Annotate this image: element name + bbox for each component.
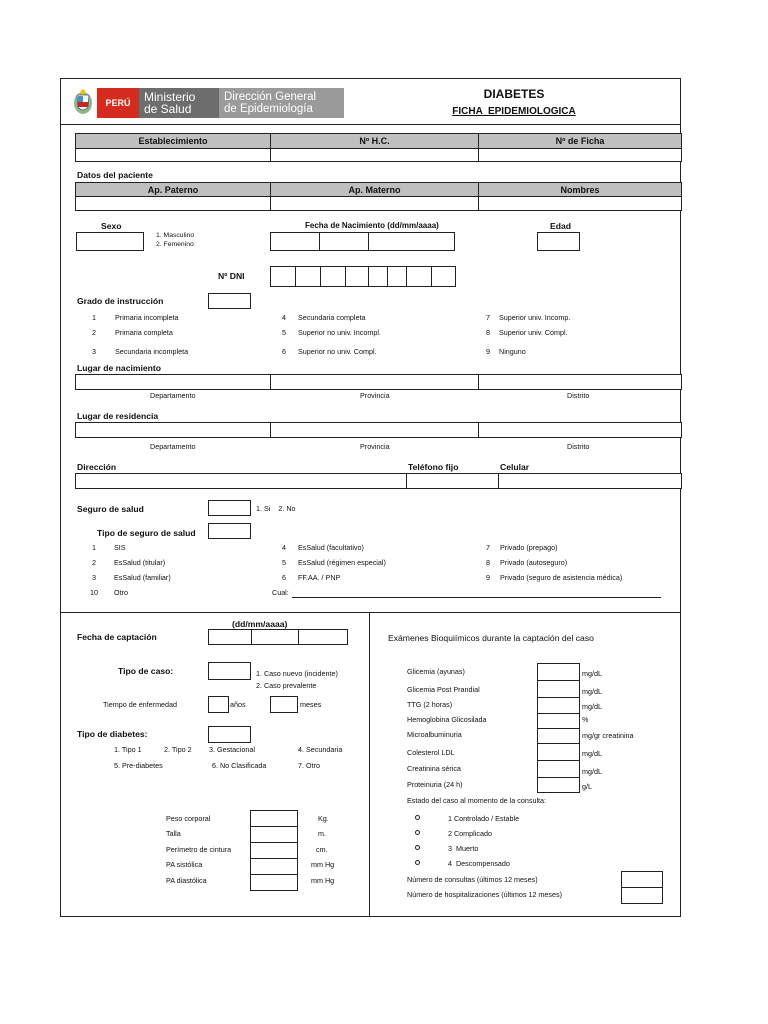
measure-label: PA diastólica bbox=[166, 876, 207, 885]
lab-test-unit: mg/dL bbox=[582, 669, 602, 678]
measure-field[interactable] bbox=[250, 842, 298, 859]
case-option-new: 1. Caso nuevo (incidente) bbox=[256, 669, 338, 678]
education-option: Primaria incompleta bbox=[115, 313, 179, 322]
case-state-option: 2 Complicado bbox=[448, 829, 492, 838]
education-option: Secundaria incompleta bbox=[115, 347, 189, 356]
sex-field[interactable] bbox=[76, 232, 144, 251]
lab-test-label: Creatinina sérica bbox=[407, 764, 461, 773]
cellphone-field[interactable] bbox=[498, 473, 682, 489]
direction-line-2: de Epidemiología bbox=[224, 103, 313, 115]
illness-years-label: años bbox=[230, 700, 246, 709]
illness-years-field[interactable] bbox=[208, 696, 229, 713]
cellphone-label: Celular bbox=[500, 462, 530, 472]
insurance-option: SIS bbox=[114, 543, 126, 552]
capture-day-field[interactable] bbox=[208, 629, 252, 645]
diabetes-option: 6. No Clasificada bbox=[212, 761, 267, 770]
insurance-num: 8 bbox=[486, 558, 490, 567]
sex-option-female: 2. Femenino bbox=[156, 241, 194, 248]
insurance-option: Privado (seguro de asistencia médica) bbox=[500, 573, 623, 582]
measure-field[interactable] bbox=[250, 826, 298, 843]
diabetes-type-field[interactable] bbox=[208, 726, 251, 743]
lab-test-unit: mg/dL bbox=[582, 702, 602, 711]
ficha-field[interactable] bbox=[478, 148, 682, 162]
diabetes-option: 3. Gestacional bbox=[209, 745, 255, 754]
birthplace-label: Lugar de nacimiento bbox=[77, 363, 162, 373]
case-type-field[interactable] bbox=[208, 662, 251, 680]
insurance-option: Otro bbox=[114, 588, 128, 597]
education-num: 9 bbox=[486, 347, 490, 356]
nombres-field[interactable] bbox=[478, 196, 682, 211]
insurance-type-label: Tipo de seguro de salud bbox=[97, 528, 196, 538]
lab-test-label: Proteinuria (24 h) bbox=[407, 780, 463, 789]
lab-test-unit: g/L bbox=[582, 782, 592, 791]
birth-department-field[interactable] bbox=[75, 374, 271, 390]
hc-field[interactable] bbox=[270, 148, 479, 162]
direction-block bbox=[219, 88, 344, 118]
dni-digit-5[interactable] bbox=[368, 266, 388, 287]
hospitalizations-field[interactable] bbox=[621, 887, 663, 904]
illness-months-field[interactable] bbox=[270, 696, 298, 713]
column-divider bbox=[369, 612, 370, 917]
diabetes-option: 7. Otro bbox=[298, 761, 320, 770]
education-num: 4 bbox=[282, 313, 286, 322]
insurance-option: EsSalud (facultativo) bbox=[298, 543, 364, 552]
lab-test-label: Colesterol LDL bbox=[407, 748, 455, 757]
lab-test-field[interactable] bbox=[537, 680, 580, 698]
case-state-option: 4 Descompensado bbox=[448, 859, 510, 868]
sex-label: Sexo bbox=[101, 221, 122, 231]
dni-digit-6[interactable] bbox=[387, 266, 407, 287]
dni-digit-8[interactable] bbox=[431, 266, 456, 287]
insurance-other-line[interactable] bbox=[292, 597, 661, 598]
residence-department-field[interactable] bbox=[75, 422, 271, 438]
education-num: 5 bbox=[282, 328, 286, 337]
insurance-num: 4 bbox=[282, 543, 286, 552]
case-state-radio[interactable] bbox=[415, 845, 420, 850]
case-state-option: 1 Controlado / Estable bbox=[448, 814, 520, 823]
case-state-radio[interactable] bbox=[415, 815, 420, 820]
measure-label: Peso corporal bbox=[166, 814, 211, 823]
residence-province-caption: Provincia bbox=[360, 442, 390, 451]
hc-header: Nº H.C. bbox=[270, 133, 479, 149]
lab-test-unit: mg/dL bbox=[582, 687, 602, 696]
birth-date-label: Fecha de Nacimiento (dd/mm/aaaa) bbox=[305, 221, 439, 230]
measure-field[interactable] bbox=[250, 858, 298, 875]
education-field[interactable] bbox=[208, 293, 251, 309]
consults-field[interactable] bbox=[621, 871, 663, 888]
labs-title: Exámenes Bioquiímicos durante la captación del caso bbox=[388, 633, 594, 643]
address-label: Dirección bbox=[77, 462, 117, 472]
section-divider bbox=[60, 612, 681, 613]
education-option: Superior no univ. Compl. bbox=[298, 347, 377, 356]
insurance-num: 10 bbox=[90, 588, 98, 597]
measure-unit: cm. bbox=[316, 845, 328, 854]
birth-month-field[interactable] bbox=[319, 232, 369, 251]
education-option: Primaria completa bbox=[115, 328, 173, 337]
diabetes-option: 5. Pre-diabetes bbox=[114, 761, 163, 770]
measure-label: Perímetro de cintura bbox=[166, 845, 232, 854]
insurance-label: Seguro de salud bbox=[77, 504, 144, 514]
insurance-option: EsSalud (titular) bbox=[114, 558, 166, 567]
insurance-option: Privado (prepago) bbox=[500, 543, 558, 552]
age-label: Edad bbox=[550, 221, 572, 231]
measure-field[interactable] bbox=[250, 810, 298, 827]
insurance-num: 9 bbox=[486, 573, 490, 582]
capture-month-field[interactable] bbox=[251, 629, 299, 645]
lab-test-label: Glicemia (ayunas) bbox=[407, 667, 465, 676]
case-state-label: Estado del caso al momento de la consulta: bbox=[407, 796, 547, 805]
insurance-num: 6 bbox=[282, 573, 286, 582]
phone-field[interactable] bbox=[406, 473, 499, 489]
phone-label: Teléfono fijo bbox=[408, 462, 459, 472]
insurance-option: Privado (autoseguro) bbox=[500, 558, 568, 567]
consults-label: Número de consultas (últimos 12 meses) bbox=[407, 875, 538, 884]
case-type-label: Tipo de caso: bbox=[118, 666, 174, 676]
birth-district-field[interactable] bbox=[478, 374, 682, 390]
form-subtitle: FICHA EPIDEMIOLOGICA bbox=[452, 106, 576, 117]
case-state-radio[interactable] bbox=[415, 830, 420, 835]
residence-district-field[interactable] bbox=[478, 422, 682, 438]
hospitalizations-label: Número de hospitalizaciones (últimos 12 meses) bbox=[407, 890, 562, 899]
insurance-option: FF.AA. / PNP bbox=[298, 573, 341, 582]
dni-digit-7[interactable] bbox=[406, 266, 432, 287]
measure-label: PA sistólica bbox=[166, 860, 203, 869]
ministry-line-1: Ministerio bbox=[144, 90, 196, 104]
insurance-field[interactable] bbox=[208, 500, 251, 516]
ficha-header: Nº de Ficha bbox=[478, 133, 682, 149]
measure-unit: mm Hg bbox=[311, 876, 335, 885]
residence-label: Lugar de residencia bbox=[77, 411, 159, 421]
ap-paterno-header: Ap. Paterno bbox=[75, 182, 271, 197]
lab-test-field[interactable] bbox=[537, 697, 580, 714]
lab-test-label: TTG (2 horas) bbox=[407, 700, 453, 709]
capture-date-label: Fecha de captación bbox=[77, 632, 157, 642]
lab-test-field[interactable] bbox=[537, 777, 580, 793]
education-option: Secundaria completa bbox=[298, 313, 366, 322]
lab-test-label: Glicemia Post Prandial bbox=[407, 685, 480, 694]
insurance-yes-no: 1. Si 2. No bbox=[256, 504, 296, 513]
residence-district-caption: Distrito bbox=[567, 442, 590, 451]
birth-year-field[interactable] bbox=[368, 232, 455, 251]
lab-test-label: Hemoglobina Glicosilada bbox=[407, 715, 487, 724]
ministry-block bbox=[139, 88, 219, 118]
lab-test-unit: % bbox=[582, 715, 589, 724]
insurance-option: EsSalud (régimen especial) bbox=[298, 558, 386, 567]
birth-province-field[interactable] bbox=[270, 374, 479, 390]
establishment-field[interactable] bbox=[75, 148, 271, 162]
insurance-num: 3 bbox=[92, 573, 96, 582]
diabetes-option: 4. Secundaria bbox=[298, 745, 343, 754]
peru-coat-of-arms-icon bbox=[72, 87, 94, 117]
insurance-num: 1 bbox=[92, 543, 96, 552]
education-num: 7 bbox=[486, 313, 490, 322]
education-num: 8 bbox=[486, 328, 490, 337]
illness-time-label: Tiempo de enfermedad bbox=[103, 700, 178, 709]
patient-section-label: Datos del paciente bbox=[77, 170, 153, 180]
case-state-radio[interactable] bbox=[415, 860, 420, 865]
insurance-type-field[interactable] bbox=[208, 523, 251, 539]
residence-province-field[interactable] bbox=[270, 422, 479, 438]
capture-date-format: (dd/mm/aaaa) bbox=[232, 619, 288, 629]
education-num: 1 bbox=[92, 313, 96, 322]
lab-test-unit: mg/gr creatinina bbox=[582, 731, 634, 740]
diabetes-option: 2. Tipo 2 bbox=[164, 745, 192, 754]
measure-unit: mm Hg bbox=[311, 860, 335, 869]
education-label: Grado de instrucción bbox=[77, 296, 164, 306]
illness-months-label: meses bbox=[300, 700, 322, 709]
lab-test-field[interactable] bbox=[537, 743, 580, 761]
lab-test-field[interactable] bbox=[537, 728, 580, 744]
ap-paterno-field[interactable] bbox=[75, 196, 271, 211]
education-option: Superior univ. Compl. bbox=[499, 328, 568, 337]
dni-digit-1[interactable] bbox=[270, 266, 296, 287]
direction-line-1: Dirección General bbox=[224, 91, 317, 103]
age-field[interactable] bbox=[537, 232, 580, 251]
case-state-option: 3 Muerto bbox=[448, 844, 479, 853]
education-option: Superior no univ. Incompl. bbox=[298, 328, 381, 337]
nombres-header: Nombres bbox=[478, 182, 682, 197]
diabetes-type-label: Tipo de diabetes: bbox=[77, 729, 148, 739]
case-option-prevalent: 2. Caso prevalente bbox=[256, 681, 317, 690]
measure-field[interactable] bbox=[250, 874, 298, 891]
address-field[interactable] bbox=[75, 473, 407, 489]
education-num: 2 bbox=[92, 328, 96, 337]
diabetes-option: 1. Tipo 1 bbox=[114, 745, 142, 754]
dni-digit-2[interactable] bbox=[295, 266, 321, 287]
establishment-header: Establecimiento bbox=[75, 133, 271, 149]
birth-district-caption: Distrito bbox=[567, 391, 590, 400]
lab-test-field[interactable] bbox=[537, 663, 580, 681]
dni-digit-4[interactable] bbox=[345, 266, 369, 287]
lab-test-field[interactable] bbox=[537, 760, 580, 778]
insurance-other-label: Cual: bbox=[272, 588, 289, 597]
education-option: Ninguno bbox=[499, 347, 526, 356]
insurance-num: 7 bbox=[486, 543, 490, 552]
dni-digit-3[interactable] bbox=[320, 266, 346, 287]
dni-label: Nº DNI bbox=[218, 271, 245, 281]
birth-department-caption: Departamento bbox=[150, 391, 196, 400]
birth-province-caption: Provincia bbox=[360, 391, 390, 400]
birth-day-field[interactable] bbox=[270, 232, 320, 251]
sex-option-male: 1. Masculino bbox=[156, 232, 195, 239]
measure-unit: m. bbox=[318, 829, 326, 838]
education-num: 3 bbox=[92, 347, 96, 356]
lab-test-label: Microalbuminuria bbox=[407, 730, 462, 739]
lab-test-unit: mg/dL bbox=[582, 749, 602, 758]
insurance-option: EsSalud (familiar) bbox=[114, 573, 171, 582]
header-divider bbox=[60, 124, 681, 125]
capture-year-field[interactable] bbox=[298, 629, 348, 645]
ap-materno-field[interactable] bbox=[270, 196, 479, 211]
measure-unit: Kg. bbox=[318, 814, 329, 823]
insurance-num: 5 bbox=[282, 558, 286, 567]
insurance-num: 2 bbox=[92, 558, 96, 567]
residence-department-caption: Departamento bbox=[150, 442, 196, 451]
education-option: Superior univ. Incomp. bbox=[499, 313, 571, 322]
ap-materno-header: Ap. Materno bbox=[270, 182, 479, 197]
ministry-line-2: de Salud bbox=[144, 102, 192, 116]
lab-test-unit: mg/dL bbox=[582, 767, 602, 776]
peru-label: PERÚ bbox=[105, 98, 131, 108]
lab-test-field[interactable] bbox=[537, 713, 580, 729]
form-title: DIABETES bbox=[483, 87, 545, 101]
peru-brand-block bbox=[97, 88, 139, 118]
measure-label: Talla bbox=[166, 829, 181, 838]
education-num: 6 bbox=[282, 347, 286, 356]
